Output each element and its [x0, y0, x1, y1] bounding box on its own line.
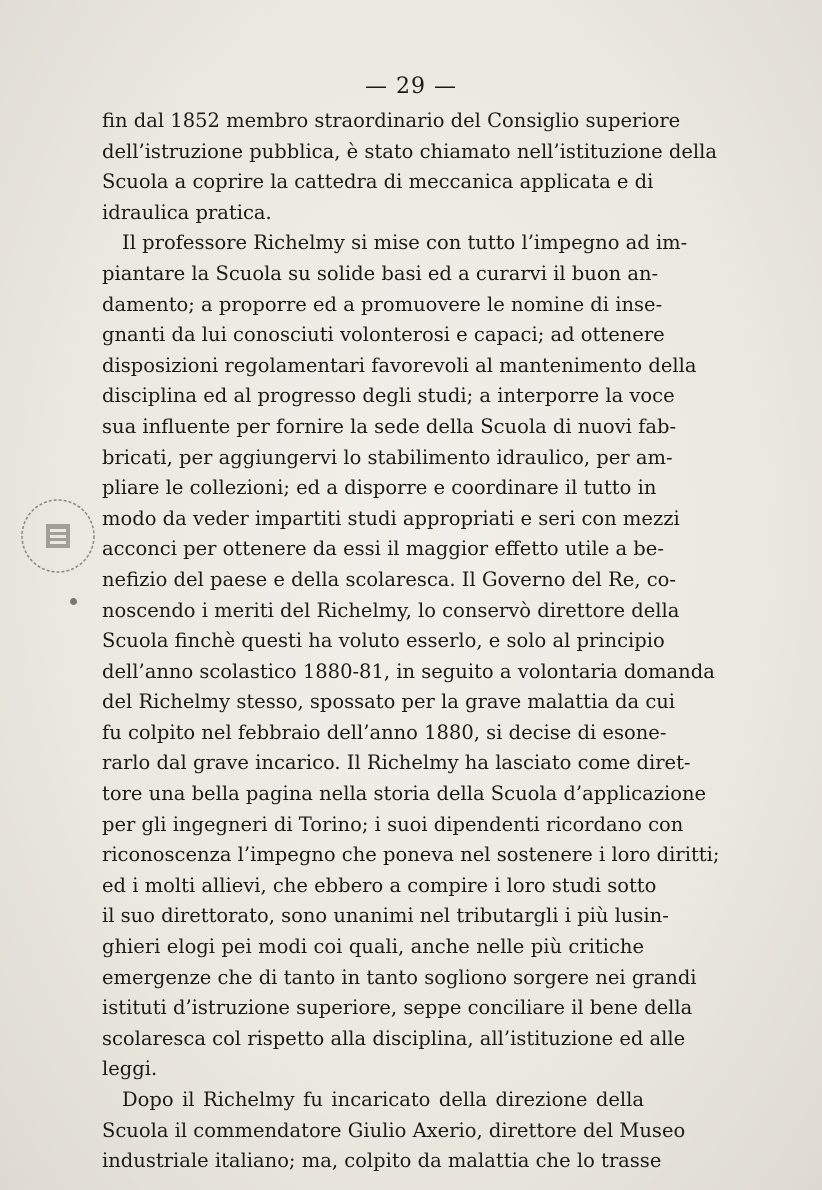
- text-line: acconci per ottenere da essi il maggior effetto utile a be-: [102, 537, 664, 561]
- text-line: sua influente per fornire la sede della Scuola di nuovi fab-: [102, 414, 677, 438]
- text-line: Scuola il commendatore Giulio Axerio, direttore del Museo: [102, 1118, 686, 1142]
- text-line: fu colpito nel febbraio dell’anno 1880, si decise di esone-: [102, 720, 667, 744]
- text-line: Dopo il Richelmy fu incaricato della direzione della: [122, 1088, 644, 1111]
- text-line: piantare la Scuola su solide basi ed a curarvi il buon an-: [102, 261, 659, 285]
- text-line: ed i molti allievi, che ebbero a compire i loro studi sotto: [102, 873, 657, 897]
- text-line: riconoscenza l’impegno che poneva nel sostenere i loro diritti;: [102, 843, 720, 867]
- text-line: nefizio del paese e della scolaresca. Il Governo del Re, co-: [102, 567, 676, 591]
- text-line: gnanti da lui conosciuti volonterosi e capaci; ad ottenere: [102, 323, 665, 347]
- text-line: disciplina ed al progresso degli studi; a interporre la voce: [102, 384, 675, 408]
- text-line: fin dal 1852 membro straordinario del Consiglio superiore: [102, 109, 681, 132]
- text-line: Scuola finchè questi ha voluto esserlo, e solo al principio: [102, 629, 665, 653]
- text-line: damento; a proporre ed a promuovere le nomine di inse-: [102, 292, 663, 316]
- library-stamp-icon: [16, 494, 100, 578]
- text-line: tore una bella pagina nella storia della Scuola d’applicazione: [102, 782, 707, 806]
- text-line: rarlo dal grave incarico. Il Richelmy ha lasciato come diret-: [102, 751, 691, 775]
- text-line: per gli ingegneri di Torino; i suoi dipendenti ricordano con: [102, 812, 684, 836]
- text-line: Scuola a coprire la cattedra di meccanica applicata e di: [102, 170, 654, 194]
- text-line: scolaresca col rispetto alla disciplina, all’istituzione ed alle: [102, 1026, 686, 1050]
- margin-mark: [70, 598, 77, 605]
- text-line: disposizioni regolamentari favorevoli al mantenimento della: [102, 353, 697, 377]
- text-line: Il professore Richelmy si mise con tutto l’impegno ad im-: [122, 231, 688, 255]
- text-line: ghieri elogi pei modi coi quali, anche nelle più critiche: [102, 935, 644, 959]
- page-number: — 29 —: [365, 74, 457, 99]
- text-line: dell’anno scolastico 1880-81, in seguito a volontaria domanda: [102, 659, 715, 683]
- text-line: bricati, per aggiungervi lo stabilimento idraulico, per am-: [102, 445, 673, 469]
- text-line: il suo direttorato, sono unanimi nel tributargli i più lusin-: [102, 904, 669, 928]
- text-line: istituti d’istruzione superiore, seppe conciliare il bene della: [102, 996, 693, 1020]
- text-line: emergenze che di tanto in tanto sogliono sorgere nei grandi: [102, 965, 697, 989]
- text-line: modo da veder impartiti studi appropriati e seri con mezzi: [102, 506, 680, 530]
- text-line: pliare le collezioni; ed a disporre e coordinare il tutto in: [102, 476, 657, 500]
- text-line: noscendo i meriti del Richelmy, lo conservò direttore della: [102, 598, 680, 622]
- text-line: dell’istruzione pubblica, è stato chiamato nell’istituzione della: [102, 139, 717, 163]
- text-line: del Richelmy stesso, spossato per la grave malattia da cui: [102, 690, 676, 714]
- text-line: leggi.: [102, 1057, 158, 1081]
- body-text: [102, 106, 720, 1177]
- text-line: idraulica pratica.: [102, 200, 272, 224]
- text-line: industriale italiano; ma, colpito da malattia che lo trasse: [102, 1149, 662, 1173]
